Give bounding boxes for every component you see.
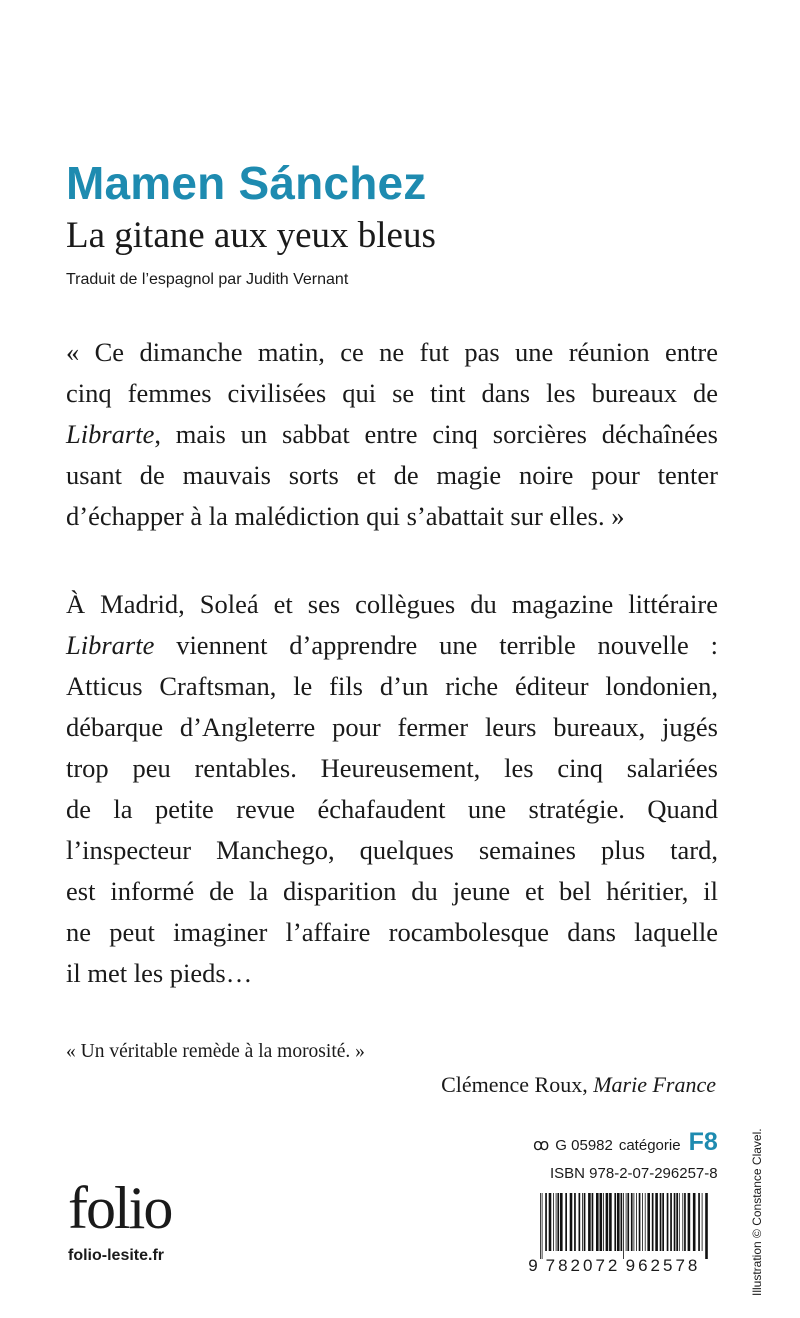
synopsis-line: Librarte viennent d’apprendre une terrible nouvelle : <box>66 630 718 660</box>
barcode-bar <box>557 1193 559 1251</box>
publisher-website: folio-lesite.fr <box>68 1247 165 1264</box>
quote-line: d’échapper à la malédiction qui s’abattait sur elles. » <box>66 501 625 531</box>
barcode-bar <box>614 1193 616 1251</box>
synopsis-line: À Madrid, Soleá et ses collègues du magazine littéraire <box>66 589 718 619</box>
quote-line: cinq femmes civilisées qui se tint dans les bureaux de <box>66 378 718 408</box>
barcode-bar <box>584 1193 586 1251</box>
barcode-bar <box>603 1193 604 1251</box>
barcode-bar <box>579 1193 581 1251</box>
press-attribution <box>441 1072 716 1098</box>
barcode-bar <box>549 1193 552 1251</box>
synopsis-line: Atticus Craftsman, le fils d’un riche éditeur londonien, <box>66 671 718 701</box>
barcode-bar <box>676 1193 678 1251</box>
isbn: ISBN 978-2-07-296257-8 <box>550 1165 718 1182</box>
translator-credit: Traduit de l’espagnol par Judith Vernant <box>66 271 349 288</box>
barcode <box>528 1193 718 1273</box>
barcode-bar <box>679 1193 680 1251</box>
magazine-name: Librarte <box>66 419 155 449</box>
synopsis <box>66 584 718 994</box>
excerpt-quote <box>66 332 718 537</box>
synopsis-line: est informé de la disparition du jeune et bel héritier, il <box>66 876 718 906</box>
barcode-bar <box>627 1193 629 1251</box>
barcode-bar <box>556 1193 557 1251</box>
press-quote: « Un véritable remède à la morosité. » <box>66 1041 365 1062</box>
barcode-bar <box>642 1193 643 1251</box>
barcode-bar <box>652 1193 654 1251</box>
barcode-bar <box>553 1193 554 1251</box>
barcode-bar <box>682 1193 683 1251</box>
catalog-code-row <box>533 1128 718 1157</box>
barcode-digit-group: 962578 <box>625 1256 701 1273</box>
barcode-bar <box>684 1193 686 1251</box>
barcode-bar <box>560 1193 563 1251</box>
illustration-credit: Illustration © Constance Clavel. <box>750 1128 764 1296</box>
barcode-bar <box>592 1193 594 1251</box>
synopsis-line: trop peu rentables. Heureusement, les cinq salariées <box>66 753 718 783</box>
barcode-bar <box>645 1193 646 1251</box>
publication-name: Marie France <box>593 1072 716 1097</box>
barcode-bar <box>636 1193 637 1251</box>
quote-line: Librarte, mais un sabbat entre cinq sorcières déchaînées <box>66 419 718 449</box>
synopsis-line: débarque d’Angleterre pour fermer leurs bureaux, jugés <box>66 712 718 742</box>
catalog-code: G 05982 <box>555 1137 613 1154</box>
barcode-bar <box>574 1193 576 1251</box>
barcode-bar <box>626 1193 627 1251</box>
barcode-bar <box>606 1193 609 1251</box>
barcode-bar <box>540 1193 541 1259</box>
barcode-bar <box>670 1193 672 1251</box>
author-name: Mamen Sánchez <box>66 157 427 209</box>
barcode-bar <box>631 1193 633 1251</box>
barcode-bar <box>639 1193 641 1251</box>
barcode-bar <box>609 1193 612 1251</box>
barcode-bar <box>674 1193 676 1251</box>
quote-line: « Ce dimanche matin, ce ne fut pas une réunion entre <box>66 337 718 367</box>
barcode-bar <box>621 1193 623 1251</box>
barcode-bar <box>647 1193 650 1251</box>
folio-logo: folio <box>68 1175 172 1241</box>
category-code: F8 <box>688 1128 718 1156</box>
quote-line: usant de mauvais sorts et de magie noire pour tenter <box>66 460 718 490</box>
barcode-bar <box>667 1193 669 1251</box>
barcode-bar <box>655 1193 658 1251</box>
barcode-bar <box>570 1193 573 1251</box>
barcode-bar <box>698 1193 700 1251</box>
barcode-digit-group: 782072 <box>545 1256 621 1273</box>
barcode-bar <box>634 1193 635 1251</box>
synopsis-line: de la petite revue échafaudent une stratégie. Quand <box>66 794 718 824</box>
barcode-bar <box>660 1193 662 1251</box>
barcode-bar <box>702 1193 703 1251</box>
barcode-bar <box>617 1193 620 1251</box>
barcode-bar <box>588 1193 591 1251</box>
barcode-bar <box>623 1193 624 1259</box>
barcode-bar <box>565 1193 567 1251</box>
barcode-bar <box>542 1193 543 1259</box>
synopsis-line: ne peut imaginer l’affaire rocambolesque dans laquelle <box>66 917 718 947</box>
book-title: La gitane aux yeux bleus <box>66 215 436 256</box>
barcode-bar <box>688 1193 691 1251</box>
barcode-bar <box>693 1193 696 1251</box>
barcode-digit: 9 <box>528 1256 538 1273</box>
barcode-bar <box>582 1193 583 1251</box>
category-label: catégorie <box>618 1137 681 1154</box>
publisher-mark-icon: ꝏ <box>533 1137 550 1154</box>
critic-name: Clémence Roux, <box>441 1072 594 1097</box>
synopsis-line: il met les pieds… <box>66 958 253 988</box>
barcode-bar <box>596 1193 599 1251</box>
synopsis-line: l’inspecteur Manchego, quelques semaines plus tard, <box>66 835 718 865</box>
barcode-bar <box>545 1193 547 1251</box>
barcode-bar <box>600 1193 603 1251</box>
magazine-name: Librarte <box>66 630 155 660</box>
barcode-bar <box>705 1193 708 1259</box>
barcode-bar <box>662 1193 664 1251</box>
